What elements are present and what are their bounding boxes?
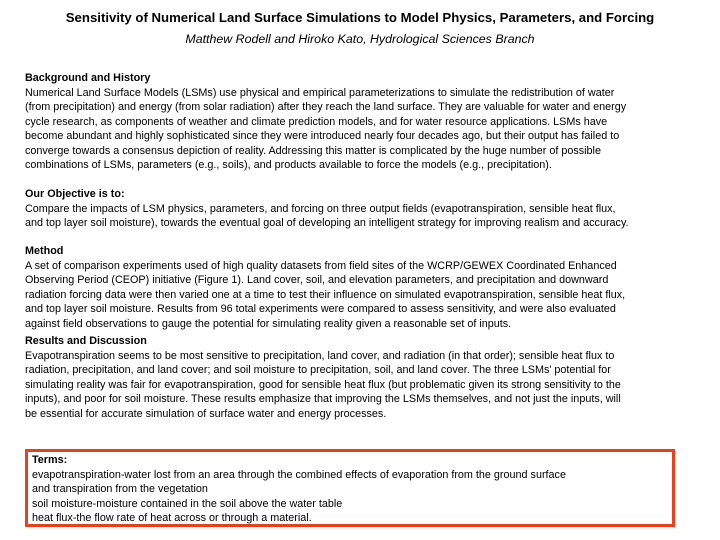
author-line bbox=[0, 32, 720, 46]
terms-box bbox=[25, 449, 675, 527]
method-line: and top layer soil moisture. Results from 96 total experiments were compared to assess sensitivity, and were also evaluated bbox=[25, 303, 616, 315]
results-section bbox=[25, 334, 695, 421]
background-section bbox=[25, 71, 695, 173]
method-heading: Method bbox=[25, 245, 64, 257]
terms-line: soil moisture-moisture contained in the soil above the water table bbox=[32, 497, 343, 510]
method-line: A set of comparison experiments used of high quality datasets from field sites of the WCRP/GEWEX Coordinated Enhanced bbox=[25, 259, 617, 272]
page-title: Sensitivity of Numerical Land Surface Simulations to Model Physics, Parameters, and Forcing bbox=[65, 10, 655, 25]
method-section bbox=[25, 244, 695, 331]
terms-line: evapotranspiration-water lost from an area through the combined effects of evaporation from the ground surface bbox=[32, 468, 566, 481]
results-line: be essential for accurate simulation of surface water and energy processes. bbox=[25, 407, 387, 420]
background-line: converge towards a consensus depiction of reality. Addressing this matter is complicated by the huge number of possible bbox=[25, 144, 601, 157]
terms-heading: Terms: bbox=[32, 454, 68, 466]
results-line: simulating reality was fair for evapotranspiration, good for sensible heat flux (but problematic given its strong sensitivity to the bbox=[25, 378, 621, 391]
terms-line: and transpiration from the vegetation bbox=[32, 483, 208, 495]
objective-line: and top layer soil moisture), towards the eventual goal of developing an intelligent strategy for improving realism and accuracy. bbox=[25, 217, 629, 229]
results-heading: Results and Discussion bbox=[25, 335, 147, 347]
background-line: (from precipitation) and energy (from solar radiation) after they reach the land surface. They are valuable for water and energy bbox=[25, 101, 627, 113]
affiliation: , Hydrological Sciences Branch bbox=[363, 32, 535, 46]
objective-heading: Our Objective is to: bbox=[25, 188, 125, 200]
background-line: become abundant and highly sophisticated since they were introduced nearly four decades ago, but their output has failed to bbox=[25, 130, 620, 142]
background-line: Numerical Land Surface Models (LSMs) use physical and empirical parameterizations to simulate the redistribution of water bbox=[25, 86, 615, 99]
author-names: Matthew Rodell and Hiroko Kato bbox=[185, 32, 364, 46]
objective-line: Compare the impacts of LSM physics, parameters, and forcing on three output fields (evapotranspiration, sensible heat flux, bbox=[25, 202, 616, 215]
background-body bbox=[25, 86, 695, 173]
objective-section bbox=[25, 187, 695, 231]
results-line: Evapotranspiration seems to be most sensitive to precipitation, land cover, and radiation (in that order); sensible heat flux to bbox=[25, 349, 615, 362]
results-line: radiation, precipitation, and land cover; and soil moisture to precipitation, soil, and land cover. The three LSMs' potential for bbox=[25, 364, 611, 376]
results-line: inputs), and poor for soil moisture. These results emphasize that improving the LSMs themselves, and not just the inputs, will bbox=[25, 393, 621, 405]
terms-line: heat flux-the flow rate of heat across or through a material. bbox=[32, 512, 312, 524]
method-line: against field observations to gauge the potential for simulating reality given a reasonable set of inputs. bbox=[25, 317, 512, 330]
background-line: combinations of LSMs, parameters (e.g., soils), and products available to force the models (e.g., precipitation). bbox=[25, 159, 552, 171]
method-line: radiation forcing data were then varied one at a time to test their influence on simulated evapotranspiration, sensible heat flux, bbox=[25, 288, 626, 301]
method-line: Observing Period (CEOP) initiative (Figure 1). Land cover, soil, and elevation parameters, and precipitation and downward bbox=[25, 274, 609, 286]
background-heading: Background and History bbox=[25, 72, 151, 84]
background-line: cycle research, as components of weather and climate prediction models, and for water resource applications. LSMs have bbox=[25, 115, 608, 128]
